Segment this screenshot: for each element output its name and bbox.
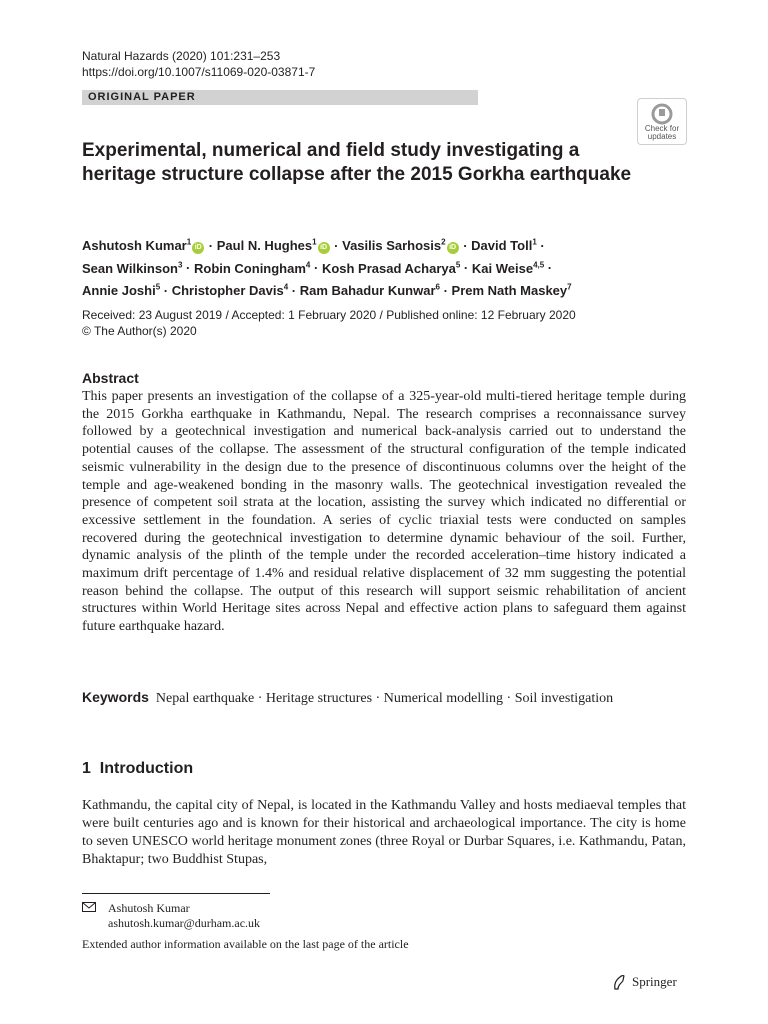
author[interactable]: [472, 261, 544, 276]
author-separator: ·: [288, 282, 300, 298]
author-separator: ·: [459, 238, 472, 254]
orcid-icon[interactable]: iD: [447, 242, 459, 254]
author-separator: ·: [460, 260, 472, 276]
author-name: David Toll: [471, 238, 533, 254]
author-name: Annie Joshi: [82, 282, 156, 298]
section-title: Introduction: [99, 760, 194, 777]
section-heading: [82, 760, 193, 778]
author-name: Paul N. Hughes: [216, 238, 313, 254]
author-name: Prem Nath Maskey: [451, 282, 568, 298]
author-separator: ·: [544, 260, 553, 276]
author-name: Kosh Prasad Acharya: [321, 260, 456, 276]
author[interactable]: [82, 238, 205, 253]
author[interactable]: [300, 283, 440, 298]
publisher-name: Springer: [632, 974, 677, 989]
keywords: [82, 688, 686, 708]
author[interactable]: [172, 283, 288, 298]
publisher-logo: [612, 974, 677, 990]
envelope-icon: [82, 901, 108, 916]
introduction-text: Kathmandu, the capital city of Nepal, is located in the Kathmandu Valley and hosts mediaeval temples that were built centuries ago and is known for their historical and archaeological importance. The city is home to seven UNESCO world heritage monument zones (three Royal or Durbar Squares, i.e. Kathmandu, Patan, Bhaktapur; two Buddhist Stupas,: [82, 798, 686, 867]
author-affiliation: 1: [186, 238, 192, 247]
author-affiliation: 4: [283, 282, 289, 292]
check-for-updates-badge[interactable]: [637, 98, 687, 145]
orcid-icon[interactable]: iD: [192, 242, 204, 254]
author[interactable]: [452, 283, 572, 298]
keywords-label: Keywords: [82, 689, 149, 705]
extended-info-note: Extended author information available on the last page of the article: [82, 937, 409, 951]
author[interactable]: [342, 238, 459, 253]
author[interactable]: [471, 238, 537, 253]
badge-line1: Check for: [644, 124, 680, 133]
abstract-heading: Abstract: [82, 370, 139, 386]
author-affiliation: 2: [441, 238, 446, 247]
author-separator: ·: [439, 282, 452, 298]
journal-citation: Natural Hazards (2020) 101:231–253: [82, 49, 281, 63]
author[interactable]: [194, 261, 310, 276]
author-name: Kai Weise: [471, 260, 534, 276]
author-name: Ram Bahadur Kunwar: [299, 282, 436, 298]
author-affiliation: 5: [455, 260, 461, 270]
author-separator: ·: [330, 238, 343, 254]
author[interactable]: [82, 261, 182, 276]
springer-horse-icon: [612, 974, 626, 990]
doi-link[interactable]: https://doi.org/10.1007/s11069-020-03871-7: [82, 65, 316, 79]
date-history: Received: 23 August 2019 / Accepted: 1 February 2020 / Published online: 12 February 2020: [82, 308, 576, 322]
author-affiliation: 6: [435, 282, 440, 292]
author-name: Vasilis Sarhosis: [342, 238, 442, 254]
author[interactable]: [217, 238, 331, 253]
publication-dates: [82, 307, 576, 339]
author-affiliation: 4: [305, 260, 311, 270]
paper-title: Experimental, numerical and field study investigating a heritage structure collapse after the 2015 Gorkha earthquake: [82, 140, 632, 185]
author-separator: ·: [205, 238, 217, 254]
abstract-text: This paper presents an investigation of the collapse of a 325-year-old multi-tiered heritage temple during the 2015 Gorkha earthquake in Kathmandu, Nepal. The research comprises a reconnaissance survey followed by a geotechnical investigation and numerical back-analysis carried out to understand the potential causes of the collapse. The assessment of the structural configuration of the temple indicated seismic vulnerability in the design due to the presence of discontinuous columns over the height of the temple and age-weakened bonding in the masonry walls. The geotechnical investigation revealed the presence of competent soil strata at the location, assisting the survey which indicated no differential or excessive settlement in the foundation. A series of cyclic triaxial tests were conducted on samples recovered during the geotechnical investigation to determine dynamic behaviour of the soil. Further, dynamic analysis of the plinth of the temple under the recorded acceleration–time history indicated a maximum drift percentage of 1.4% and residual relative displacement of 32 mm suggesting the potential reason behind the collapse. The output of this research will support seismic rehabilitation of ancient structures within World Heritage sites across Nepal and effective action plans to safeguard them against future earthquake hazard.: [82, 389, 686, 635]
badge-line2: updates: [647, 132, 677, 141]
journal-header: [82, 48, 315, 80]
corresponding-email[interactable]: ashutosh.kumar@durham.ac.uk: [108, 916, 261, 930]
section-number: 1: [82, 760, 91, 777]
author-affiliation: 5: [155, 282, 161, 292]
author-affiliation: 1: [532, 238, 537, 247]
author-name: Ashutosh Kumar: [82, 238, 187, 254]
author-separator: ·: [536, 238, 545, 254]
author[interactable]: [322, 261, 460, 276]
author-affiliation: 3: [177, 260, 183, 270]
author-affiliation: 1: [312, 238, 317, 247]
footnote-divider: [82, 893, 270, 894]
author-list: [82, 233, 692, 300]
corresponding-name: Ashutosh Kumar: [108, 901, 190, 915]
keywords-text: Nepal earthquake · Heritage structures · Numerical modelling · Soil investigation: [155, 691, 614, 706]
author-separator: ·: [160, 282, 172, 298]
author-separator: ·: [310, 260, 322, 276]
copyright: © The Author(s) 2020: [82, 324, 197, 338]
author-affiliation: 4,5: [533, 260, 545, 270]
paper-type-label: ORIGINAL PAPER: [88, 91, 196, 103]
author-name: Sean Wilkinson: [82, 260, 178, 276]
author-separator: ·: [182, 260, 194, 276]
check-updates-icon: [651, 103, 673, 125]
orcid-icon[interactable]: iD: [318, 242, 330, 254]
author-affiliation: 7: [567, 282, 572, 292]
author[interactable]: [82, 283, 160, 298]
corresponding-author: [82, 901, 260, 931]
author-name: Robin Coningham: [193, 260, 306, 276]
paper-type-bar: [82, 90, 478, 105]
author-name: Christopher Davis: [171, 282, 284, 298]
